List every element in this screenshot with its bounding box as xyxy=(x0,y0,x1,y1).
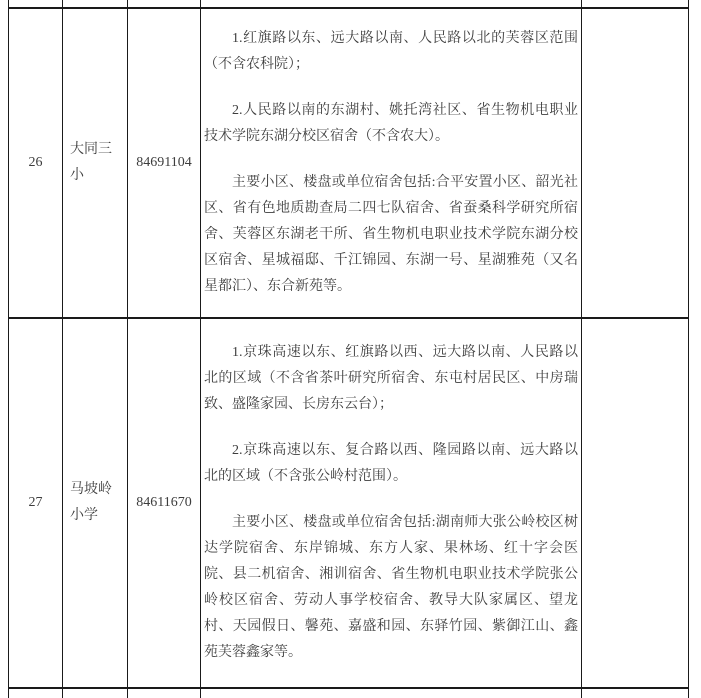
district-description-cell xyxy=(201,8,582,318)
phone-number: 84691104 xyxy=(136,155,192,170)
row-number: 26 xyxy=(28,155,43,170)
empty-cell xyxy=(63,688,128,698)
school-district-table xyxy=(8,0,689,698)
row-number: 27 xyxy=(28,495,43,510)
district-paragraph: 1.京珠高速以东、红旗路以西、远大路以南、人民路以北的区域（不含省茶叶研究所宿舍、东屯村居民区、中房瑞致、盛隆家园、长房东云台）； xyxy=(204,345,578,412)
row-number-cell xyxy=(9,318,63,688)
empty-cell xyxy=(63,0,128,8)
table-row xyxy=(9,318,689,688)
empty-cell xyxy=(582,0,689,8)
district-paragraph: 2.人民路以南的东湖村、姚托湾社区、省生物机电职业技术学院东湖分校区宿舍（不含农大）。 xyxy=(204,103,578,144)
district-description-cell xyxy=(201,318,582,688)
empty-cell xyxy=(201,0,582,8)
phone-cell xyxy=(128,8,201,318)
district-paragraph: 主要小区、楼盘或单位宿舍包括:湖南师大张公岭校区树达学院宿舍、东岸锦城、东方人家、果林场、红十字会医院、县二机宿舍、湘训宿舍、省生物机电职业技术学院张公岭校区宿舍、劳动人事学校宿舍、教导大队家属区、望龙村、天园假日、馨苑、嘉盛和园、东驿竹园、紫御江山、鑫苑芙蓉鑫家等。 xyxy=(204,515,578,660)
school-name: 大同三小 xyxy=(70,142,112,183)
table-row xyxy=(9,8,689,318)
empty-cell xyxy=(128,0,201,8)
table-row-partial-top xyxy=(9,0,689,8)
school-name: 马坡岭小学 xyxy=(70,482,112,523)
empty-cell xyxy=(9,688,63,698)
phone-number: 84611670 xyxy=(136,495,192,510)
empty-cell xyxy=(201,688,582,698)
district-paragraph: 1.红旗路以东、远大路以南、人民路以北的芙蓉区范围（不含农科院）； xyxy=(204,31,578,72)
empty-cell xyxy=(9,0,63,8)
table-row-partial-bottom xyxy=(9,688,689,698)
district-paragraph: 主要小区、楼盘或单位宿舍包括:合平安置小区、韶光社区、省有色地质勘查局二四七队宿舍、省蚕桑科学研究所宿舍、芙蓉区东湖老干所、省生物机电职业技术学院东湖分校区宿舍、星城福邸、千江锦园、东湖一号、星湖雅苑（又名星都汇）、东合新苑等。 xyxy=(204,175,578,294)
phone-cell xyxy=(128,318,201,688)
row-number-cell xyxy=(9,8,63,318)
district-paragraph: 2.京珠高速以东、复合路以西、隆园路以南、远大路以北的区域（不含张公岭村范围）。 xyxy=(204,443,578,484)
empty-cell xyxy=(582,688,689,698)
school-name-cell xyxy=(63,318,128,688)
empty-cell xyxy=(582,8,689,318)
empty-cell xyxy=(128,688,201,698)
empty-cell xyxy=(582,318,689,688)
school-name-cell xyxy=(63,8,128,318)
